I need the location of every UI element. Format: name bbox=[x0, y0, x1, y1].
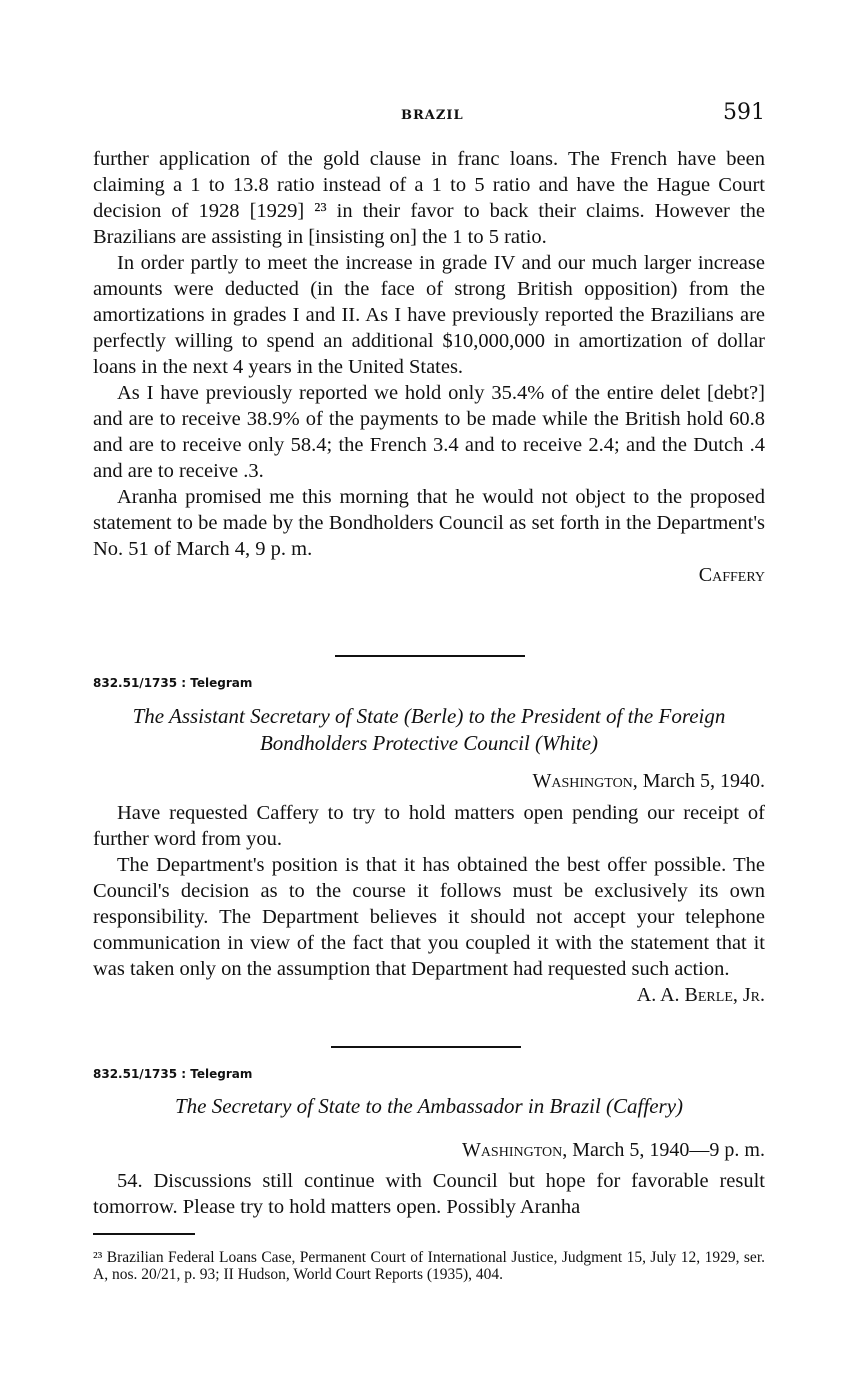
running-head bbox=[93, 100, 765, 134]
footnote: ²³ Brazilian Federal Loans Case, Permanent Court of International Justice, Judgment 15, July 12, 1929, ser. A, nos. 20/21, p. 93; II Hudson, World Court Reports (1935), 404. bbox=[93, 1249, 765, 1283]
section-divider bbox=[335, 655, 525, 657]
document-heading: The Secretary of State to the Ambassador in Brazil (Caffery) bbox=[174, 1094, 684, 1118]
signature: Caffery bbox=[698, 564, 765, 586]
file-reference: 832.51/1735 : Telegram bbox=[93, 1067, 253, 1081]
paragraph: The Department's position is that it has obtained the best offer possible. The Council's decision as to the course it follows must be exclusively its own responsibility. The Department believes it should not accept your telephone communication in view of the fact that you coupled it with the statement that it was taken only on the assumption that Department had requested such action. bbox=[93, 854, 765, 980]
section-divider bbox=[331, 1046, 521, 1048]
file-reference: 832.51/1735 : Telegram bbox=[93, 676, 253, 690]
footnote-rule bbox=[93, 1233, 195, 1235]
telegram-continuation bbox=[93, 146, 765, 588]
telegram-body bbox=[93, 1168, 765, 1220]
telegram-body bbox=[93, 800, 765, 1008]
paragraph: As I have previously reported we hold only 35.4% of the entire delet [debt?] and are to receive 38.9% of the payments to be made while the British hold 60.8 and are to receive only 58.4; the French 3.4 and to receive 2.4; and the Dutch .4 and are to receive .3. bbox=[93, 382, 765, 482]
dateline-date: March 5, 1940—9 p. m. bbox=[572, 1139, 765, 1161]
dateline-date: March 5, 1940. bbox=[642, 770, 765, 792]
page-number: 591 bbox=[723, 100, 765, 125]
signature: A. A. Berle, Jr. bbox=[636, 984, 765, 1006]
paragraph: Aranha promised me this morning that he would not object to the proposed statement to be made by the Bondholders Council as set forth in the Department's No. 51 of March 4, 9 p. m. bbox=[93, 486, 765, 560]
paragraph: 54. Discussions still continue with Council but hope for favorable result tomorrow. Please try to hold matters open. Possibly Aranha bbox=[93, 1170, 765, 1218]
dateline bbox=[533, 770, 766, 793]
dateline-place: Washington, bbox=[461, 1139, 568, 1161]
running-head-title: BRAZIL bbox=[401, 108, 464, 123]
dateline-place: Washington, bbox=[532, 770, 638, 792]
document-heading: The Assistant Secretary of State (Berle) to the President of the Foreign Bondholders Protective Council (White) bbox=[132, 704, 726, 755]
paragraph: further application of the gold clause in franc loans. The French have been claiming a 1 to 13.8 ratio instead of a 1 to 5 ratio and have the Hague Court decision of 1928 [1929] ²³ in their favor to back their claims. However the Brazilians are assisting in [insisting on] the 1 to 5 ratio. bbox=[93, 148, 765, 248]
paragraph: Have requested Caffery to try to hold matters open pending our receipt of further word from you. bbox=[93, 802, 765, 850]
dateline bbox=[462, 1139, 765, 1162]
paragraph: In order partly to meet the increase in grade IV and our much larger increase amounts were deducted (in the face of strong British opposition) from the amortizations in grades I and II. As I have previously reported the Brazilians are perfectly willing to spend an additional $10,000,000 in amortization of dollar loans in the next 4 years in the United States. bbox=[93, 252, 765, 378]
